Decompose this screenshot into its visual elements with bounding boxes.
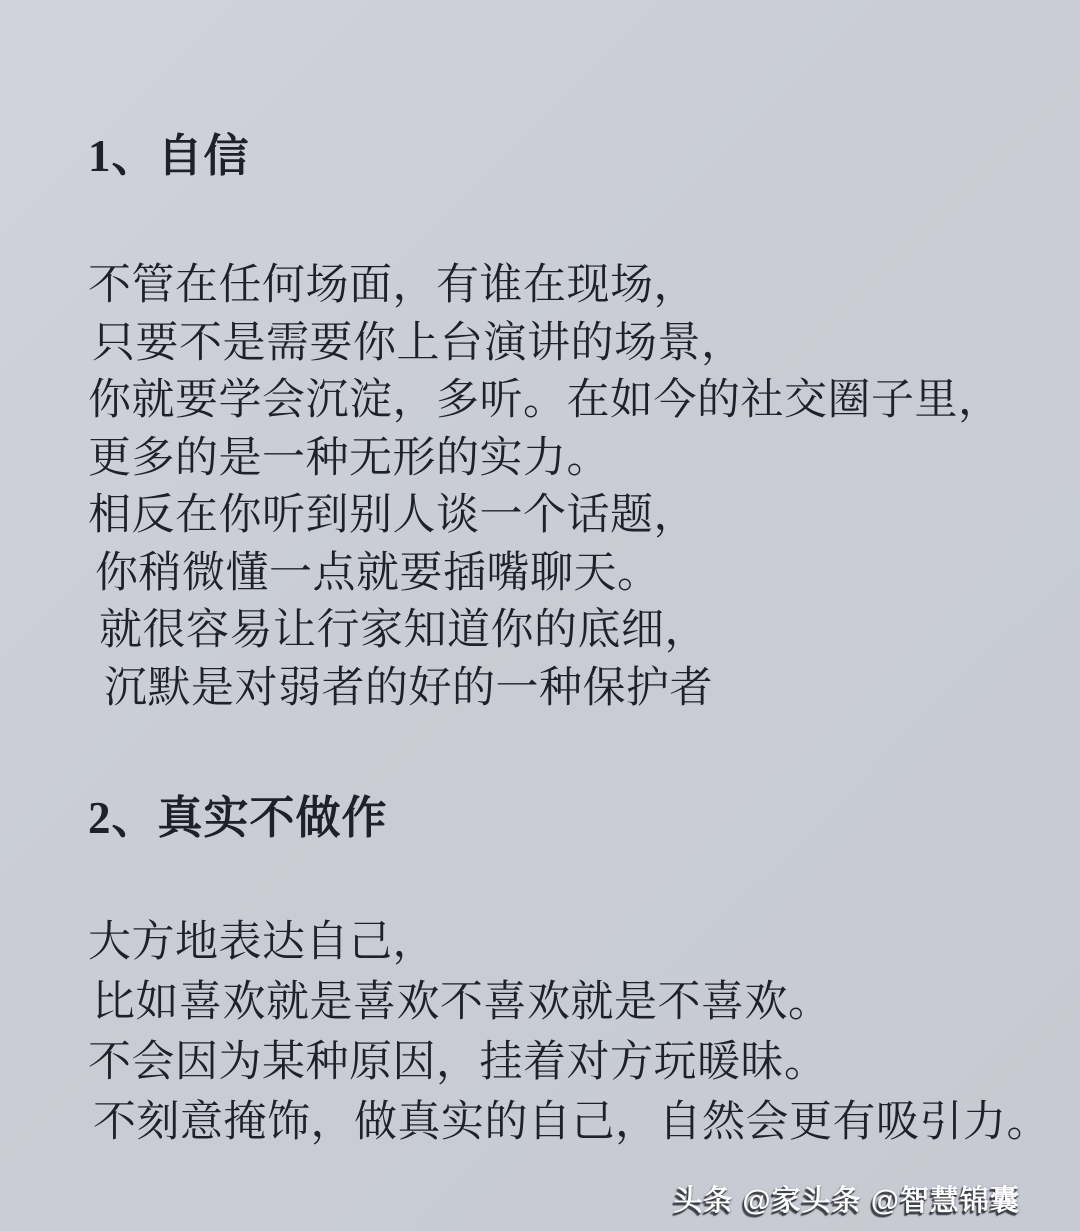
paragraph-line: 比如喜欢就是喜欢不喜欢就是不喜欢。 bbox=[92, 979, 832, 1026]
paragraph-line: 你稍微懂一点就要插嘴聊天。 bbox=[95, 549, 661, 597]
paragraph-line: 只要不是需要你上台演讲的场景， bbox=[92, 319, 745, 367]
paragraph-line: 大方地表达自己， bbox=[88, 919, 436, 966]
paragraph-line: 不会因为某种原因，挂着对方玩暖昧。 bbox=[88, 1039, 828, 1086]
paragraph-line: 不管在任何场面，有谁在现场， bbox=[88, 262, 697, 309]
paragraph-line: 你就要学会沉淀，多听。在如今的社交圈子里， bbox=[88, 377, 1002, 424]
paragraph-line: 更多的是一种无形的实力。 bbox=[88, 434, 610, 482]
toutiao-watermark: 头条 @家头条 @智慧锦囊 bbox=[673, 1185, 1020, 1217]
paragraph-line: 相反在你听到别人谈一个话题， bbox=[88, 492, 697, 539]
paragraph-line: 不刻意掩饰，做真实的自己，自然会更有吸引力。 bbox=[93, 1099, 1050, 1146]
section-1-heading: 1、自信 bbox=[88, 131, 250, 181]
content-area bbox=[88, 0, 1050, 1153]
section-2-heading: 2、真实不做作 bbox=[88, 793, 388, 843]
paragraph-line: 沉默是对弱者的好的一种保护者 bbox=[104, 664, 713, 712]
section-1-paragraph bbox=[88, 257, 1050, 717]
section-2-paragraph bbox=[88, 913, 1050, 1153]
paragraph-line: 就很容易让行家知道你的底细， bbox=[99, 607, 708, 654]
